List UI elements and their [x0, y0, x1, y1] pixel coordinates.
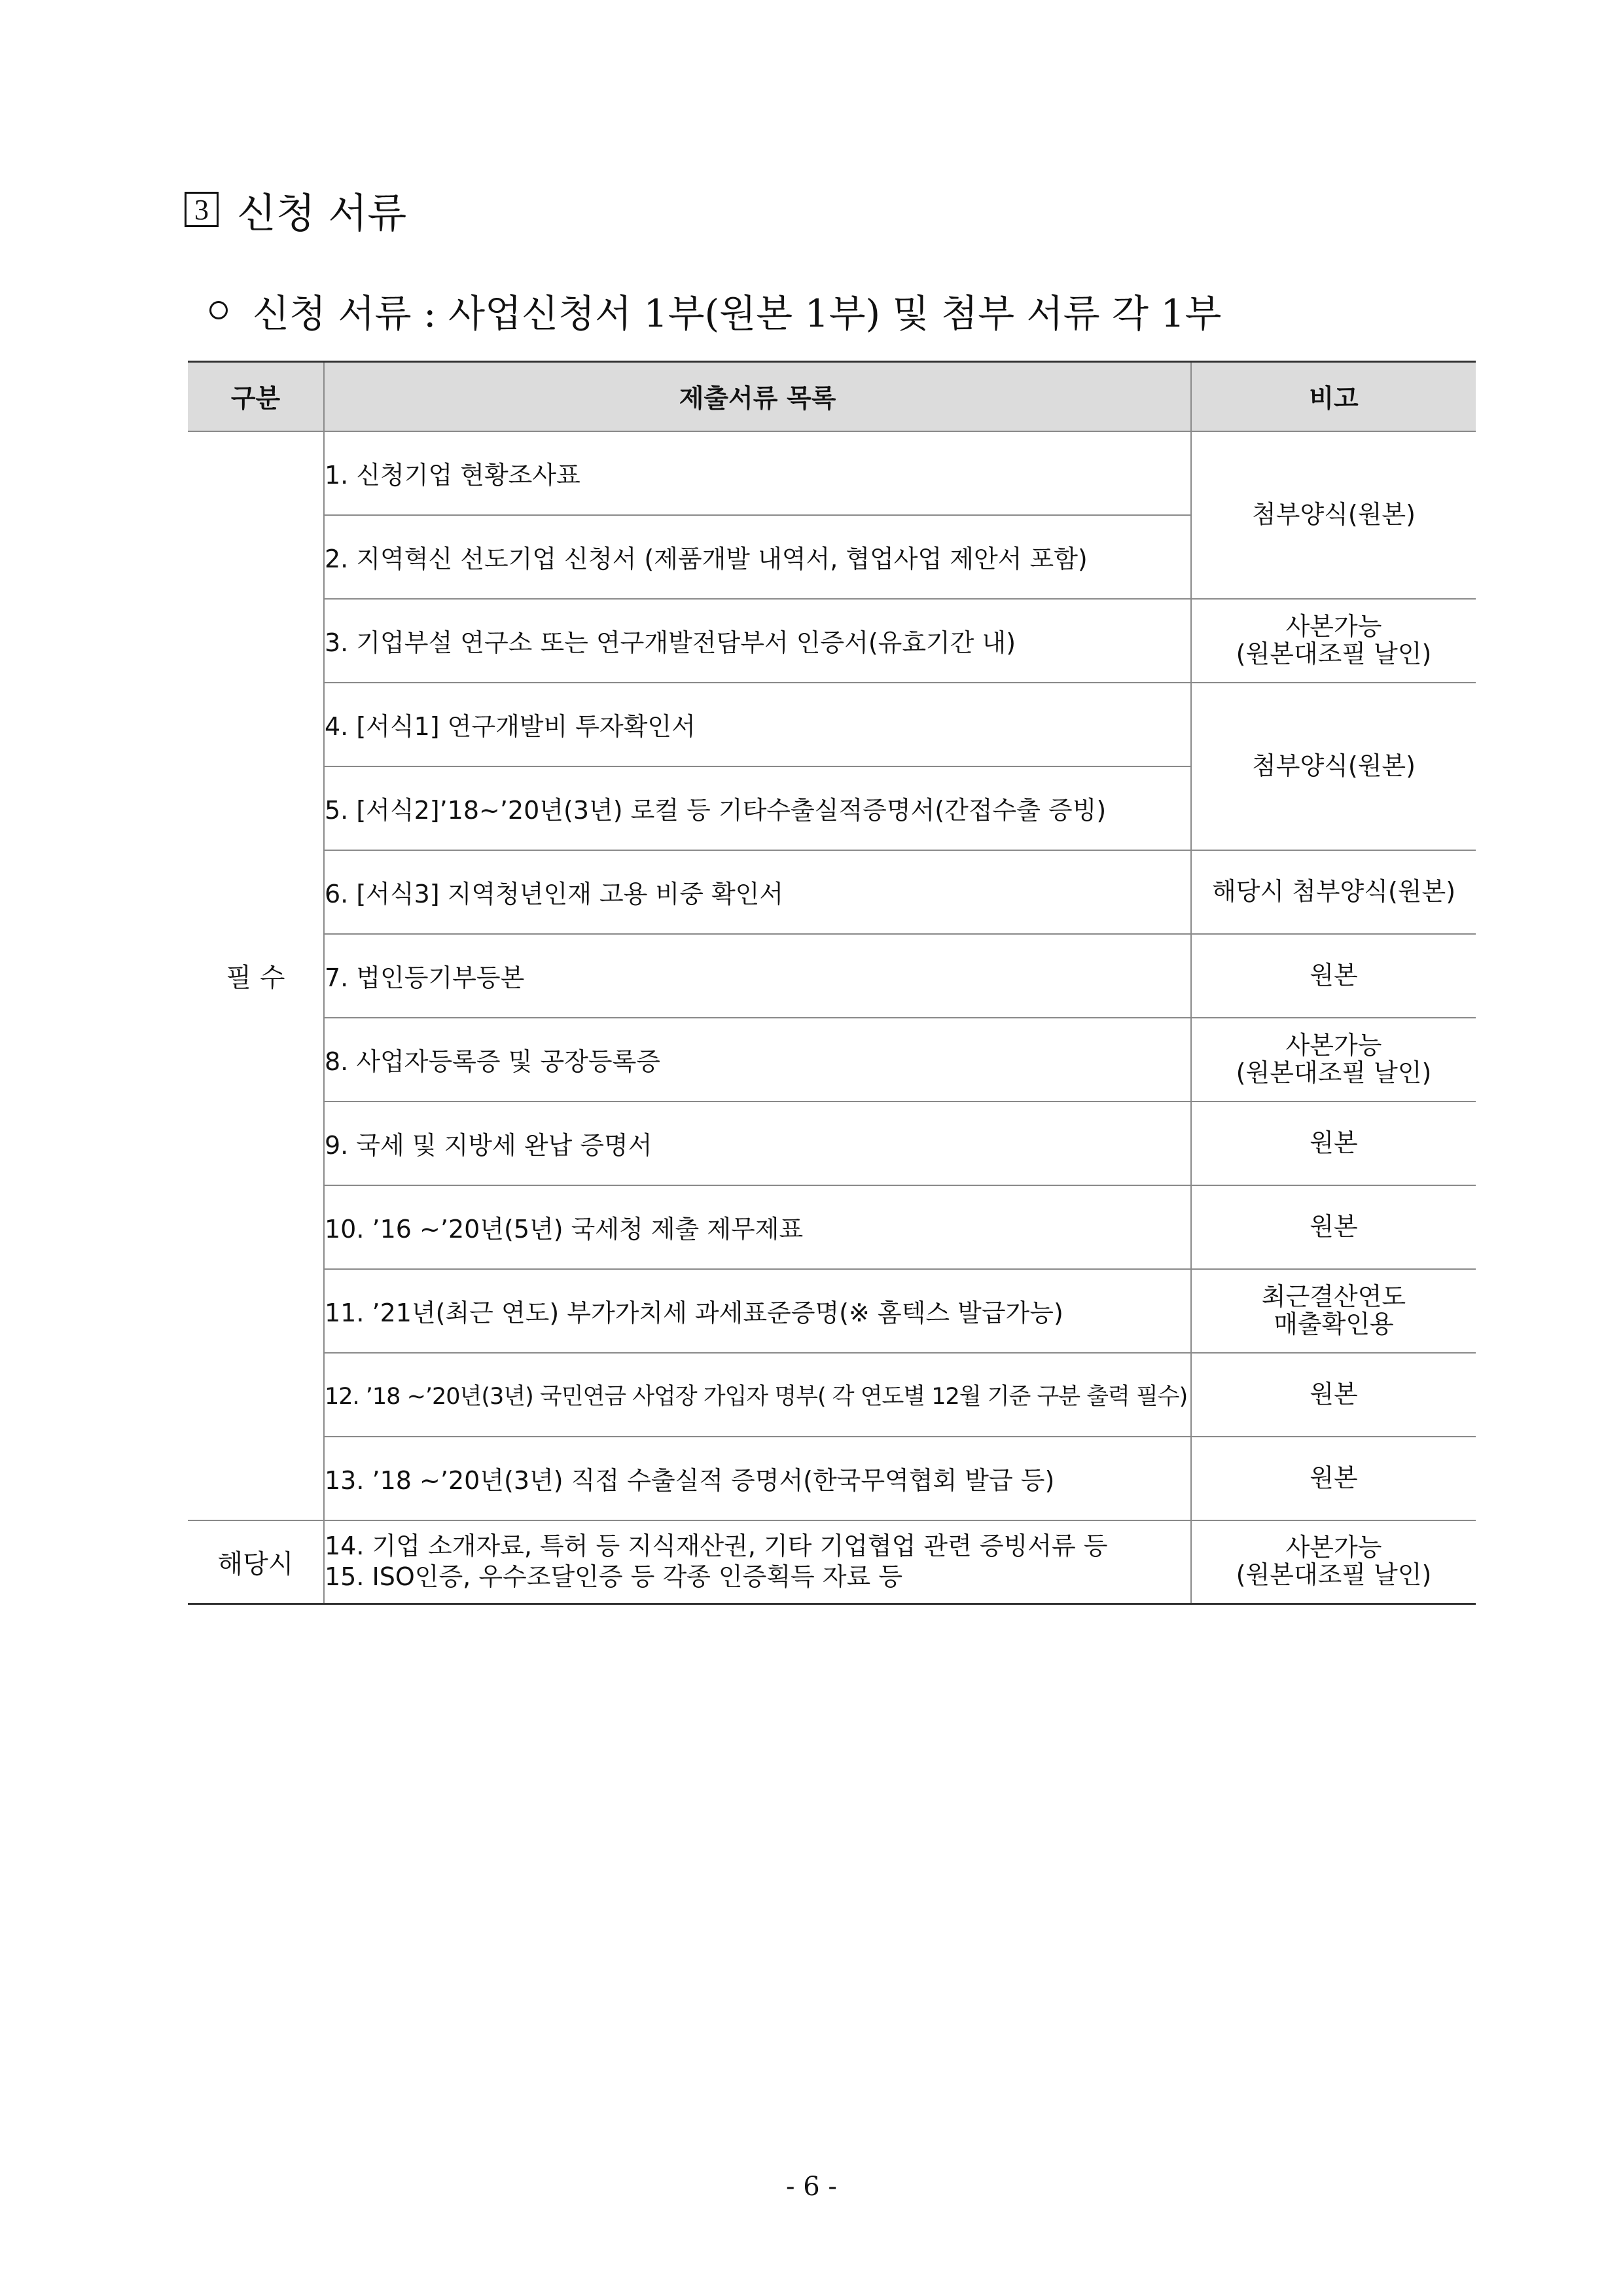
document-item: 7. 법인등기부등본 [324, 934, 1191, 1018]
table-row [188, 1269, 1476, 1353]
note-cell: 원본 [1191, 1185, 1476, 1269]
note-cell [1191, 599, 1476, 683]
table-row [188, 1018, 1476, 1102]
section-number-box: 3 [185, 192, 219, 227]
header-category: 구분 [188, 362, 324, 431]
table-row [188, 1520, 1476, 1604]
header-documents: 제출서류 목록 [324, 362, 1191, 431]
note-line: 사본가능 [1285, 611, 1382, 641]
table-row [188, 1185, 1476, 1269]
table-row [188, 934, 1476, 1018]
note-line: 매출확인용 [1274, 1309, 1394, 1338]
note-line: (원본대조필 날인) [1236, 1560, 1432, 1590]
document-item: 3. 기업부설 연구소 또는 연구개발전담부서 인증서(유효기간 내) [324, 599, 1191, 683]
document-item: 13. ’18 ~’20년(3년) 직접 수출실적 증명서(한국무역협회 발급 등) [324, 1437, 1191, 1520]
table-row [188, 1437, 1476, 1520]
category-required: 필 수 [188, 431, 324, 1520]
summary-text: 신청 서류 : 사업신청서 1부(원본 1부) 및 첨부 서류 각 1부 [253, 291, 1222, 336]
header-notes: 비고 [1191, 362, 1476, 431]
document-item: 15. ISO인증, 우수조달인증 등 각종 인증획득 자료 등 [325, 1562, 903, 1592]
note-cell: 해당시 첨부양식(원본) [1191, 850, 1476, 934]
note-line: 사본가능 [1285, 1533, 1382, 1562]
category-applicable: 해당시 [188, 1520, 324, 1604]
document-item: 9. 국세 및 지방세 완납 증명서 [324, 1102, 1191, 1185]
page-number: - 6 - [786, 2172, 837, 2202]
note-cell: 첨부양식(원본) [1191, 683, 1476, 850]
circle-bullet-icon [209, 301, 228, 319]
note-line: 사본가능 [1285, 1030, 1382, 1060]
document-item: 12. ’18 ~’20년(3년) 국민연금 사업장 가입자 명부( 각 연도별 12월 기준 구분 출력 필수) [324, 1353, 1191, 1437]
summary-line [209, 284, 1221, 336]
document-item: 6. [서식3] 지역청년인재 고용 비중 확인서 [324, 850, 1191, 934]
note-cell [1191, 1018, 1476, 1102]
note-cell: 원본 [1191, 1102, 1476, 1185]
table-row [188, 1102, 1476, 1185]
note-cell: 원본 [1191, 934, 1476, 1018]
document-item: 8. 사업자등록증 및 공장등록증 [324, 1018, 1191, 1102]
note-cell: 원본 [1191, 1437, 1476, 1520]
table-header-row [188, 362, 1476, 431]
table-row [188, 1353, 1476, 1437]
table-row [188, 683, 1476, 766]
document-item: 1. 신청기업 현황조사표 [324, 431, 1191, 515]
document-item: 10. ’16 ~’20년(5년) 국세청 제출 제무제표 [324, 1185, 1191, 1269]
document-item: 14. 기업 소개자료, 특허 등 지식재산권, 기타 기업협업 관련 증빙서류 등 [325, 1531, 1108, 1560]
note-cell: 원본 [1191, 1353, 1476, 1437]
table-row [188, 599, 1476, 683]
note-cell [1191, 1269, 1476, 1353]
note-line: 최근결산연도 [1261, 1282, 1406, 1311]
table-row [188, 431, 1476, 515]
document-item: 2. 지역혁신 선도기업 신청서 (제품개발 내역서, 협업사업 제안서 포함) [324, 515, 1191, 599]
note-cell: 첨부양식(원본) [1191, 431, 1476, 599]
documents-table [188, 361, 1476, 1605]
document-item: 11. ’21년(최근 연도) 부가가치세 과세표준증명(※ 홈텍스 발급가능) [324, 1269, 1191, 1353]
document-item: 5. [서식2]’18~’20년(3년) 로컬 등 기타수출실적증명서(간접수출 증빙) [324, 766, 1191, 850]
note-cell [1191, 1520, 1476, 1604]
document-item: 4. [서식1] 연구개발비 투자확인서 [324, 683, 1191, 766]
document-item-group [324, 1520, 1191, 1604]
section-heading [185, 183, 406, 236]
note-line: (원본대조필 날인) [1236, 639, 1432, 668]
table-row [188, 850, 1476, 934]
section-title: 신청 서류 [237, 188, 407, 237]
note-line: (원본대조필 날인) [1236, 1058, 1432, 1087]
